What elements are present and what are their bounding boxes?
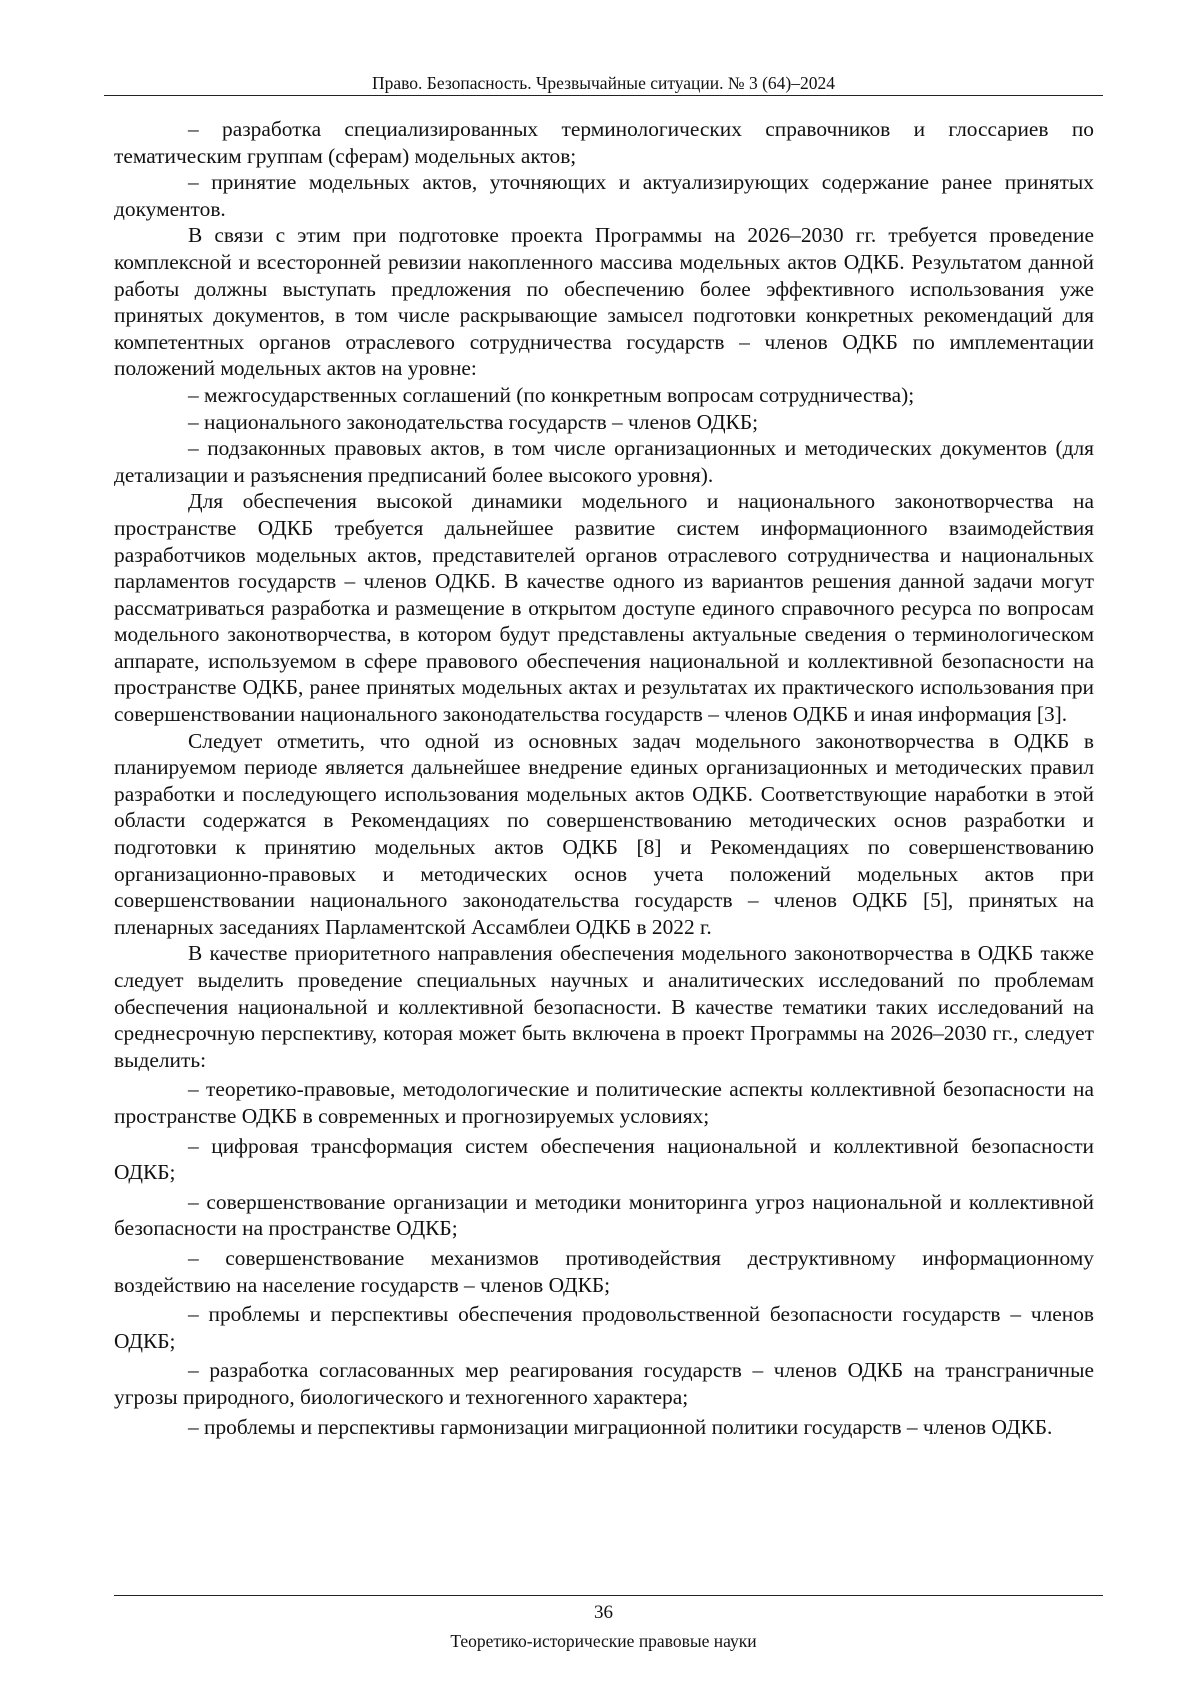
paragraph: – разработка специализированных терминологических справочников и глоссариев по тематическим группам (сферам) модельных актов; bbox=[114, 117, 1094, 168]
research-topic-item: – проблемы и перспективы обеспечения продовольственной безопасности государств – членов ОДКБ; bbox=[114, 1302, 1094, 1353]
research-topic-item: – разработка согласованных мер реагирования государств – членов ОДКБ на трансграничные угрозы природного, биологического и техногенного характера; bbox=[114, 1358, 1094, 1409]
header-rule bbox=[104, 95, 1103, 96]
paragraph: В связи с этим при подготовке проекта Программы на 2026–2030 гг. требуется проведение комплексной и всесторонней ревизии накопленного массива модельных актов ОДКБ. Результатом данной работы должны выступать предложения по обеспечению более эффективного использования уже принятых документов, в том числе раскрывающие замысел подготовки конкретных рекомендаций для компетентных органов отраслевого сотрудничества государств – членов ОДКБ по имплементации положений модельных актов на уровне: bbox=[114, 223, 1094, 381]
paragraph: – принятие модельных актов, уточняющих и актуализирующих содержание ранее принятых документов. bbox=[114, 170, 1094, 221]
page-number: 36 bbox=[594, 1602, 613, 1623]
paragraph: – национального законодательства государств – членов ОДКБ; bbox=[188, 409, 759, 434]
paragraph: В качестве приоритетного направления обеспечения модельного законотворчества в ОДКБ также следует выделить проведение специальных научных и аналитических исследований по проблемам обеспечения национальной и коллективной безопасности. В качестве тематики таких исследований на среднесрочную перспективу, которая может быть включена в проект Программы на 2026–2030 гг., следует выделить: bbox=[114, 941, 1094, 1072]
research-topic-item: – теоретико-правовые, методологические и политические аспекты коллективной безопасности на пространстве ОДКБ в современных и прогнозируемых условиях; bbox=[114, 1077, 1094, 1128]
running-footer: Теоретико-исторические правовые науки bbox=[450, 1631, 757, 1651]
footer-rule bbox=[114, 1595, 1103, 1596]
research-topic-item: – цифровая трансформация систем обеспечения национальной и коллективной безопасности ОДКБ; bbox=[114, 1133, 1094, 1185]
running-header: Право. Безопасность. Чрезвычайные ситуации. № 3 (64)–2024 bbox=[371, 73, 835, 93]
paragraph: – межгосударственных соглашений (по конкретным вопросам сотрудничества); bbox=[188, 382, 915, 407]
paragraph: Следует отметить, что одной из основных задач модельного законотворчества в ОДКБ в планируемом периоде является дальнейшее внедрение единых организационных и методических правил разработки и последующего использования модельных актов ОДКБ. Соответствующие наработки в этой области содержатся в Рекомендациях по совершенствованию методических основ разработки и подготовки к принятию модельных актов ОДКБ [8] и Рекомендациях по совершенствованию организационно-правовых и методических основ учета положений модельных актов при совершенствовании национального законодательства государств – членов ОДКБ [5], принятых на пленарных заседаниях Парламентской Ассамблеи ОДКБ в 2022 г. bbox=[114, 728, 1094, 939]
article-body bbox=[114, 116, 1094, 1440]
research-topic-item: – совершенствование организации и методики мониторинга угроз национальной и коллективной безопасности на пространстве ОДКБ; bbox=[114, 1189, 1094, 1241]
research-topic-item: – проблемы и перспективы гармонизации миграционной политики государств – членов ОДКБ. bbox=[188, 1414, 1053, 1439]
research-topic-item: – совершенствование механизмов противодействия деструктивному информационному воздействию на население государств – членов ОДКБ; bbox=[114, 1245, 1094, 1297]
paragraph: Для обеспечения высокой динамики модельного и национального законотворчества на пространстве ОДКБ требуется дальнейшее развитие систем информационного взаимодействия разработчиков модельных актов, представителей органов отраслевого сотрудничества и национальных парламентов государств – членов ОДКБ. В качестве одного из вариантов решения данной задачи могут рассматриваться разработка и размещение в открытом доступе единого справочного ресурса по вопросам модельного законотворчества, в котором будут представлены актуальные сведения о терминологическом аппарате, используемом в сфере правового обеспечения национальной и коллективной безопасности на пространстве ОДКБ, ранее принятых модельных актах и результатах их практического использования при совершенствовании национального законодательства государств – членов ОДКБ и иная информация [3]. bbox=[114, 489, 1094, 727]
paragraph: – подзаконных правовых актов, в том числе организационных и методических документов (для детализации и разъяснения предписаний более высокого уровня). bbox=[114, 436, 1094, 487]
